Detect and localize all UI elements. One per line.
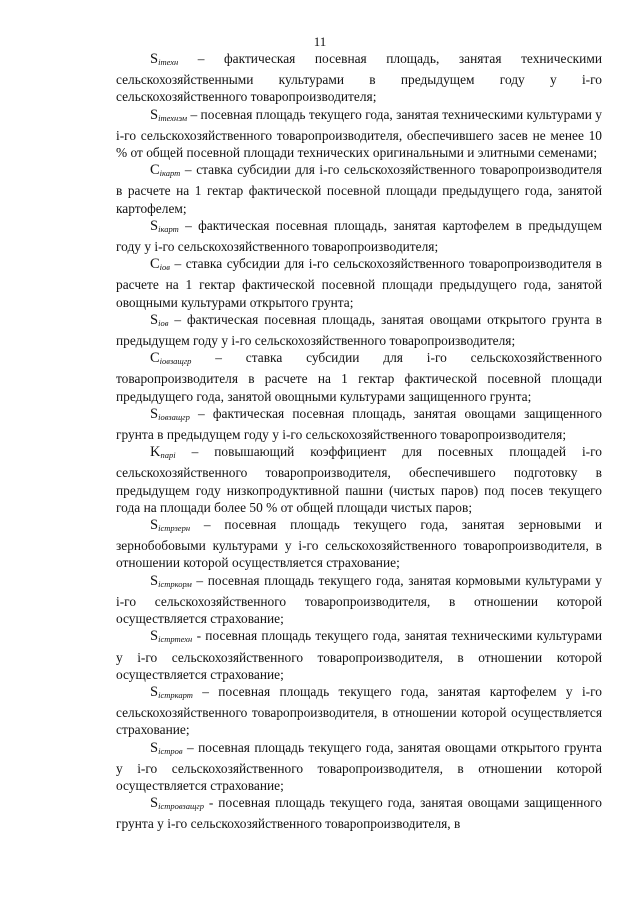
definition-paragraph — [116, 161, 602, 217]
definition-text: – посевная площадь текущего года, занятая кормовыми культурами у i-го сельскохозяйственного товаропроизводителя, в отношении которой осуществляется страхование; — [116, 572, 602, 627]
definition-paragraph — [116, 217, 602, 255]
definition-paragraph — [116, 50, 602, 106]
definition-paragraph — [116, 443, 602, 516]
variable-subscript: iстртехн — [158, 634, 193, 645]
definition-paragraph — [116, 106, 602, 162]
variable-symbol: S — [150, 572, 159, 589]
variable-subscript: iовзащгр — [159, 356, 192, 367]
variable-subscript: iстровзащгр — [158, 801, 204, 812]
definition-text: – посевная площадь текущего года, занятая зерновыми и зернобобовыми культурами у i-го сельскохозяйственного товаропроизводителя, в отношении которой осуществляется страхование; — [116, 517, 602, 571]
definition-text: - посевная площадь текущего года, занятая овощами защищенного грунта у i-го сельскохозяйственного товаропроизводителя, в — [116, 795, 602, 832]
definition-text: - посевная площадь текущего года, занятая техническими культурами у i-го сельскохозяйственного товаропроизводителя, в отношении которой осуществляется страхование; — [116, 628, 602, 682]
definition-paragraph — [116, 683, 602, 739]
definition-paragraph — [116, 572, 602, 628]
definition-text: – посевная площадь текущего года, занятая овощами открытого грунта у i-го сельскохозяйственного товаропроизводителя, в отношении которой осуществляется страхование; — [116, 739, 602, 793]
definitions-list — [116, 50, 602, 833]
variable-subscript: iстров — [158, 745, 183, 756]
variable-subscript: парi — [160, 450, 176, 461]
variable-subscript: iтехнэм — [158, 112, 188, 123]
definition-text: – ставка субсидии для i-го сельскохозяйственного товаропроизводителя в расчете на 1 гектар фактической посевной площади предыдущего года, занятой картофелем; — [116, 162, 602, 216]
definition-paragraph — [116, 349, 602, 405]
variable-subscript: iстркарт — [158, 689, 193, 700]
definition-text: – фактическая посевная площадь, занятая овощами защищенного грунта в предыдущем году у i-го сельскохозяйственного товаропроизводителя; — [116, 405, 602, 443]
variable-subscript: iовзащгр — [158, 411, 190, 422]
variable-subscript: iстрзерн — [158, 523, 191, 534]
variable-symbol: S — [150, 106, 159, 123]
variable-subscript: iкарт — [159, 168, 181, 179]
variable-symbol: S — [150, 739, 159, 756]
variable-symbol: S — [150, 51, 159, 67]
definition-text: – ставка субсидии для i-го сельскохозяйственного товаропроизводителя в расчете на 1 гектар фактической посевной площади предыдущего года, занятой овощными культурами открытого грунта; — [116, 256, 602, 310]
variable-symbol: S — [150, 217, 159, 234]
variable-subscript: iтехн — [158, 57, 179, 67]
variable-symbol: C — [150, 350, 160, 367]
variable-symbol: S — [150, 795, 159, 812]
definition-paragraph — [116, 255, 602, 311]
definition-text: – посевная площадь текущего года, занятая техническими культурами у i-го сельскохозяйственного товаропроизводителя, обеспечившего засев не менее 10 % от общей посевной площади технических оригинальными и элитными семенами; — [116, 106, 602, 161]
variable-symbol: S — [150, 405, 159, 422]
definition-paragraph — [116, 311, 602, 349]
variable-symbol: S — [150, 628, 159, 645]
variable-symbol: S — [150, 517, 159, 534]
definition-paragraph — [116, 794, 602, 832]
variable-subscript: iов — [159, 262, 170, 273]
definition-text: – фактическая посевная площадь, занятая техническими сельскохозяйственными культурами в предыдущем году у i-го сельскохозяйственного товаропроизводителя; — [116, 51, 602, 105]
definition-text: – фактическая посевная площадь, занятая картофелем в предыдущем году у i-го сельскохозяйственного товаропроизводителя; — [116, 217, 602, 255]
variable-subscript: iкарт — [158, 223, 179, 234]
variable-subscript: iов — [158, 317, 169, 328]
definition-text: – ставка субсидии для i-го сельскохозяйственного товаропроизводителя в расчете на 1 гектар фактической посевной площади предыдущего года, занятой овощными культурами защищенного грунта; — [116, 350, 602, 404]
variable-symbol: S — [150, 311, 159, 328]
definition-paragraph — [116, 405, 602, 443]
definition-paragraph — [116, 627, 602, 683]
page-number: 11 — [313, 34, 327, 49]
variable-symbol: C — [150, 162, 160, 179]
definition-text: – фактическая посевная площадь, занятая овощами открытого грунта в предыдущем году у i-го сельскохозяйственного товаропроизводителя; — [116, 311, 602, 349]
definition-paragraph — [116, 739, 602, 795]
definition-paragraph — [116, 516, 602, 572]
definition-text: – повышающий коэффициент для посевных площадей i-го сельскохозяйственного товаропроизводителя, обеспечившего подготовку в предыдущем году низкопродуктивной пашни (чистых паров) под посев текущего года на площади более 50 % от общей площади чистых паров; — [116, 444, 602, 515]
definition-text: – посевная площадь текущего года, занятая картофелем у i-го сельскохозяйственного товаропроизводителя, в отношении которой осуществляется страхование; — [116, 683, 602, 738]
variable-symbol: K — [150, 444, 161, 461]
variable-subscript: iстркорм — [158, 578, 192, 589]
variable-symbol: C — [150, 256, 160, 273]
variable-symbol: S — [150, 683, 159, 700]
